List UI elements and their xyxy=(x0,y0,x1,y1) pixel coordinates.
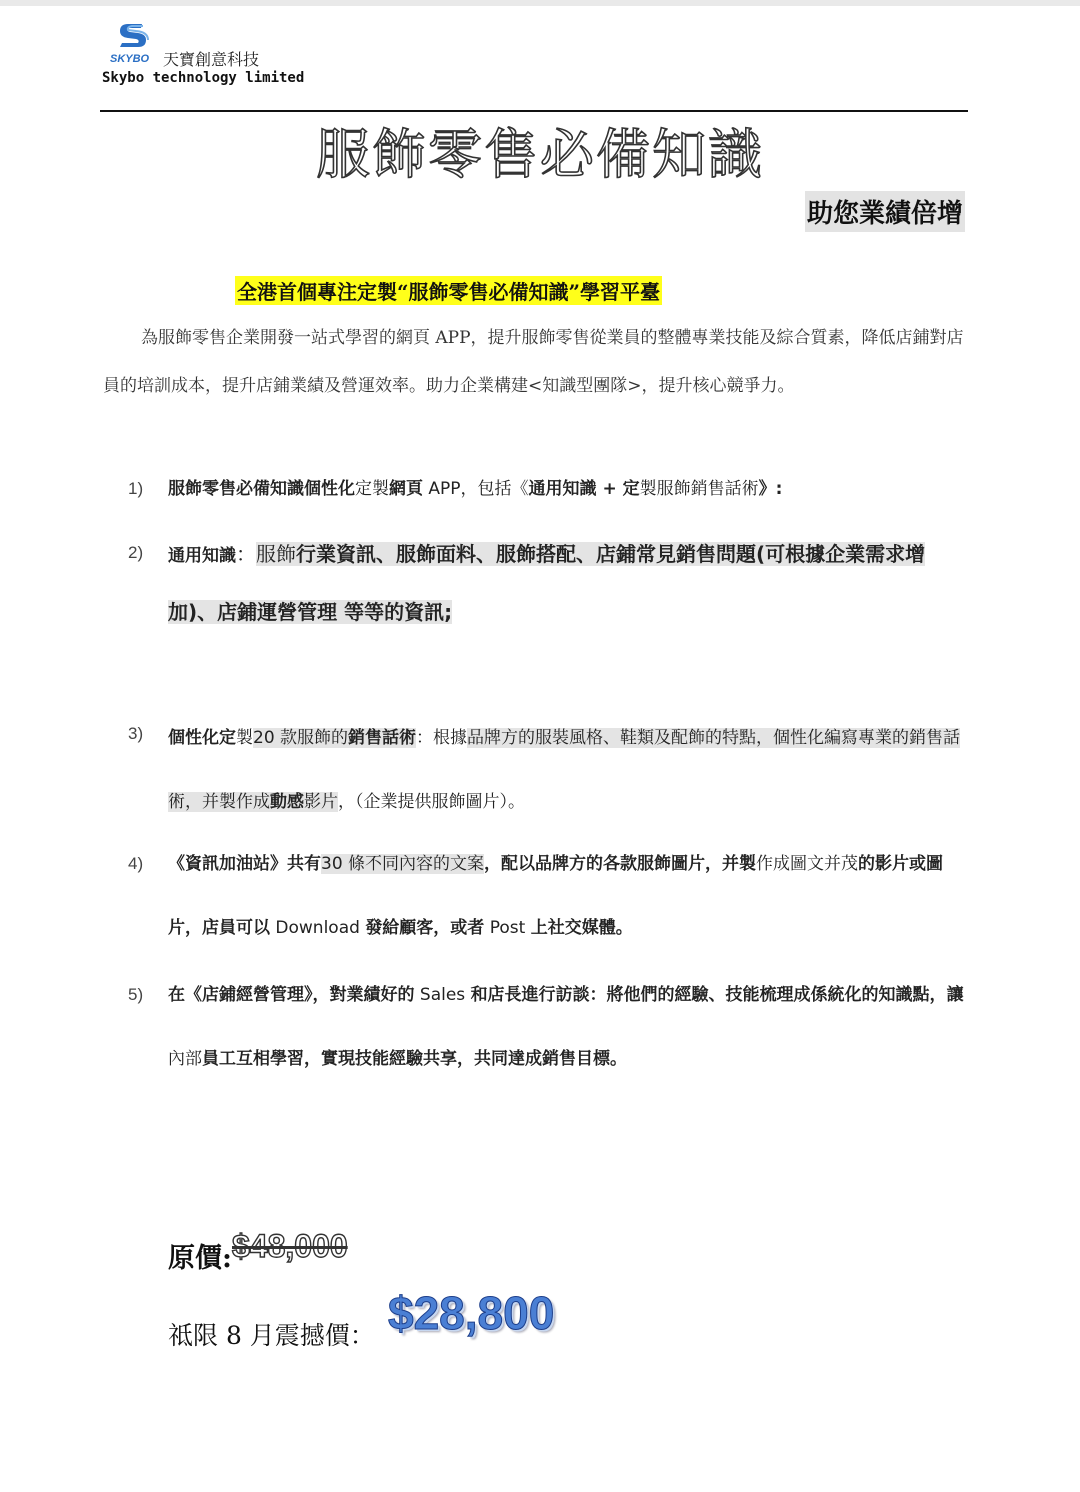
list-item-text: 《資訊加油站》共有30 條不同內容的文案，配以品牌方的各款服飾圖片，并製作成圖文并茂的影片或圖片，店員可以 Download 發給顧客，或者 Post 上社交媒體。 xyxy=(168,854,944,938)
headline: 全港首個專注定製“服飾零售必備知識”學習平臺 xyxy=(235,276,662,305)
top-border xyxy=(0,0,1080,6)
promo-price-label: 祗限 8 月震撼價： xyxy=(168,1321,375,1350)
list-number: 4) xyxy=(128,854,144,873)
promo-price: $28,800 xyxy=(388,1287,555,1339)
list-item-text: 通用知識：服飾行業資訊、服飾面料、服飾搭配、店鋪常見銷售問題(可根據企業需求增加)、店鋪運營管理 等等的資訊; xyxy=(168,542,926,624)
original-price: $48,000 xyxy=(232,1228,348,1264)
skybo-logo xyxy=(110,20,160,64)
list-number: 5) xyxy=(128,985,144,1004)
logo-text: SKYBO xyxy=(110,53,150,64)
list-number: 3) xyxy=(128,724,144,743)
intro-paragraph: 為服飾零售企業開發一站式學習的網頁 APP，提升服飾零售從業員的整體專業技能及綜合質素，降低店鋪對店員的培訓成本，提升店鋪業績及營運效率。助力企業構建<知識型團隊>，提升核心競爭力。 xyxy=(103,328,964,396)
original-price-label: 原價: xyxy=(168,1243,232,1274)
list-number: 1) xyxy=(128,479,144,498)
list-item-text: 服飾零售必備知識個性化定製網頁 APP，包括《通用知識 + 定製服飾銷售話術》: xyxy=(168,479,783,499)
page-subtitle: 助您業績倍增 xyxy=(805,191,965,232)
company-name-english: Skybo technology limited xyxy=(102,70,305,86)
company-name-chinese: 天寶創意科技 xyxy=(163,50,260,69)
list-item-text: 在《店鋪經營管理》，對業績好的 Sales 和店長進行訪談：將他們的經驗、技能梳理成係統化的知識點，讓內部員工互相學習，實現技能經驗共享，共同達成銷售目標。 xyxy=(168,985,964,1069)
page-title: 服飾零售必備知識 xyxy=(316,123,764,186)
list-item-text: 個性化定製20 款服飾的銷售話術：根據品牌方的服裝風格、鞋類及配飾的特點，個性化編寫專業的銷售話術，并製作成動感影片，（企業提供服飾圖片）。 xyxy=(168,728,961,812)
list-number: 2) xyxy=(128,543,144,562)
